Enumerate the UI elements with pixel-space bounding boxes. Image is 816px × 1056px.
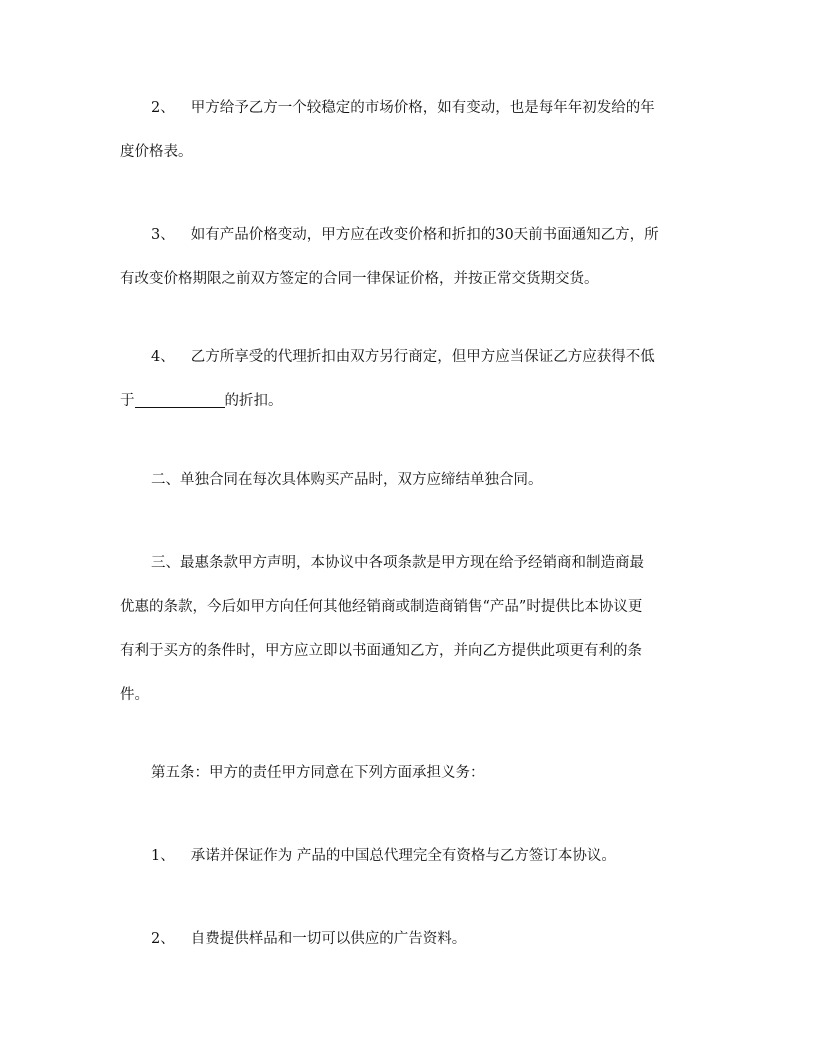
text-line: 件。 (120, 687, 149, 703)
clause-number: 2、 (151, 100, 175, 116)
section-most-favored (120, 553, 698, 705)
text-line: 甲方给予乙方一个较稳定的市场价格，如有变动，也是每年年初发给的年 (190, 100, 655, 116)
text-line: 承诺并保证作为 产品的中国总代理完全有资格与乙方签订本协议。 (190, 848, 616, 864)
text-line: 自费提供样品和一切可以供应的广告资料。 (190, 931, 467, 947)
fill-in-blank (135, 393, 225, 408)
text-line: 如有产品价格变动，甲方应在改变价格和折扣的30天前书面通知乙方，所 (190, 227, 659, 243)
text-line: 有利于买方的条件时，甲方应立即以书面通知乙方，并向乙方提供此项更有利的条 (120, 643, 642, 659)
clause-number: 3、 (151, 227, 175, 243)
text-line: 有改变价格期限之前双方签定的合同一律保证价格，并按正常交货期交货。 (120, 271, 599, 287)
text-line: 二、单独合同在每次具体购买产品时，双方应缔结单独合同。 (151, 472, 543, 488)
duty-1-qualification (120, 846, 698, 866)
section-separate-contract (120, 470, 698, 490)
text-line: 第五条：甲方的责任甲方同意在下列方面承担义务： (151, 765, 485, 781)
clause-3-price-change (120, 225, 698, 289)
text-line: 于 (120, 393, 135, 409)
text-line: 的折扣。 (224, 393, 283, 409)
clause-number: 2、 (151, 931, 175, 947)
text-line: 乙方所享受的代理折扣由双方另行商定，但甲方应当保证乙方应获得不低 (190, 349, 655, 365)
text-line: 度价格表。 (120, 144, 193, 160)
clause-2-price (120, 98, 698, 162)
article-5-heading (120, 763, 698, 783)
clause-4-discount (120, 347, 698, 411)
text-line: 优惠的条款，今后如甲方向任何其他经销商或制造商销售“产品”时提供比本协议更 (120, 599, 643, 615)
text-line: 三、最惠条款甲方声明，本协议中各项条款是甲方现在给予经销商和制造商最 (151, 555, 644, 571)
clause-number: 4、 (151, 349, 175, 365)
duty-2-samples (120, 929, 698, 949)
clause-number: 1、 (151, 848, 175, 864)
